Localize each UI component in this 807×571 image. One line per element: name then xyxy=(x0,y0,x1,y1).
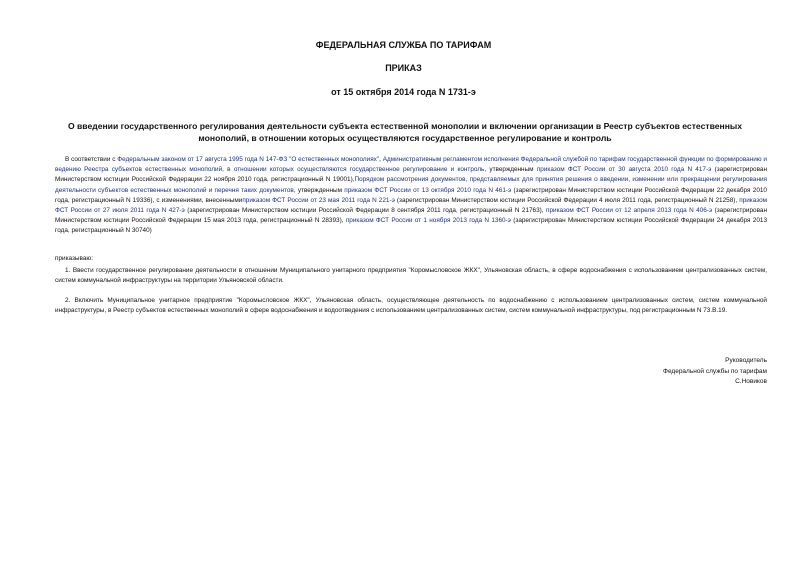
preamble-paragraph xyxy=(55,155,767,237)
title-line-2: монополий, в отношении которых осуществляются государственное регулирование и контроль xyxy=(198,133,612,143)
preamble-text: , xyxy=(379,156,383,163)
agency-name: ФЕДЕРАЛЬНАЯ СЛУЖБА ПО ТАРИФАМ xyxy=(315,40,492,50)
preamble-text: , утвержденным xyxy=(484,166,537,174)
preamble-text: , утвержденным xyxy=(293,186,345,194)
signature-name: С.Новиков xyxy=(735,378,767,385)
order-item-1: 1. Ввести государственное регулирование деятельности в отношении Муниципального унитарного предприятия "Коромысловское ЖКХ", Ульяновская область, в сфере водоснабжения с использованием централизованных систем, систем коммунальной инфраструктуры на территории Ульяновской области. xyxy=(55,267,767,285)
document-type: ПРИКАЗ xyxy=(385,63,422,73)
link-procedure[interactable]: Порядком рассмотрения документов, представляемых для принятия решения о введении, изменении или прекращении регулирования деятельности субъектов естественных монополий и перечня таких документов xyxy=(55,176,767,194)
link-order-427[interactable]: приказом ФСТ России от 27 июля 2011 года N 427-э xyxy=(55,196,768,215)
preamble-text: (зарегистрирован Министерством юстиции Российской Федерации 4 июля 2011 года, регистрационный N 21258), xyxy=(394,196,740,204)
link-order-461[interactable]: приказом ФСТ России от 13 октября 2010 года N 461-э xyxy=(344,186,512,194)
preamble-text: (зарегистрирован Министерством юстиции Российской Федерации 24 декабря 2013 года, регистрационный N 30740) xyxy=(55,217,768,235)
link-order-221[interactable]: приказом ФСТ России от 23 мая 2011 года N 221-э xyxy=(242,196,395,204)
document-date: от 15 октября 2014 года N 1731-э xyxy=(331,87,476,97)
link-order-417[interactable]: приказом ФСТ России от 30 августа 2010 года N 417-э xyxy=(536,166,712,174)
preamble-text: (зарегистрирован Министерством юстиции Российской Федерации 15 мая 2013 года, регистрационный N 28393), xyxy=(55,207,767,225)
link-federal-law[interactable]: Федеральным законом от 17 августа 1995 года N 147-ФЗ "О естественных монополиях" xyxy=(117,156,380,163)
link-admin-regulation[interactable]: Административным регламентом исполнения Федеральной службой по тарифам государственной функции по формированию и ведению Реестра субъектов естественных монополий, в отношении которых осуществляются государственное регулирование и контроль xyxy=(55,156,767,174)
title-line-1: О введении государственного регулирования деятельности субъекта естественной монополии и включении организации в Реестр субъектов естественных xyxy=(67,121,743,131)
signature-position-1: Руководитель xyxy=(725,357,767,364)
link-order-1360[interactable]: приказом ФСТ России от 1 ноября 2013 года N 1360-э xyxy=(345,217,511,225)
order-item-2: 2. Включить Муниципальное унитарное предприятие "Коромысловское ЖКХ", Ульяновская область, осуществляющее деятельность по водоснабжению с использованием централизованных систем, систем коммунальной инфраструктуры, в Реестр субъектов естественных монополий в сфере водоснабжения и водоотведения с использованием централизованных систем, систем коммунальной инфраструктуры, под регистрационным N 73.В.19. xyxy=(55,297,767,315)
signature-position-2: Федеральной службы по тарифам xyxy=(663,367,767,375)
preamble-text: (зарегистрирован Министерством юстиции Российской Федерации 22 декабря 2010 года, регистрационный N 19336), с изменениями, внесенными xyxy=(55,186,767,204)
preamble-text: (зарегистрирован Министерством юстиции Российской Федерации 8 сентября 2011 года, регистрационный N 21763), xyxy=(184,207,546,215)
preamble-text: В соответствии с xyxy=(65,156,118,163)
document-title xyxy=(55,120,755,144)
preamble-text: (зарегистрирован Министерством юстиции Российской Федерации 22 ноября 2010 года, регистрационный N 19001), xyxy=(55,166,767,184)
link-order-406[interactable]: приказом ФСТ России от 12 апреля 2013 года N 406-э xyxy=(546,207,713,215)
orders-word: приказываю: xyxy=(55,255,93,262)
signature-block xyxy=(547,356,767,388)
